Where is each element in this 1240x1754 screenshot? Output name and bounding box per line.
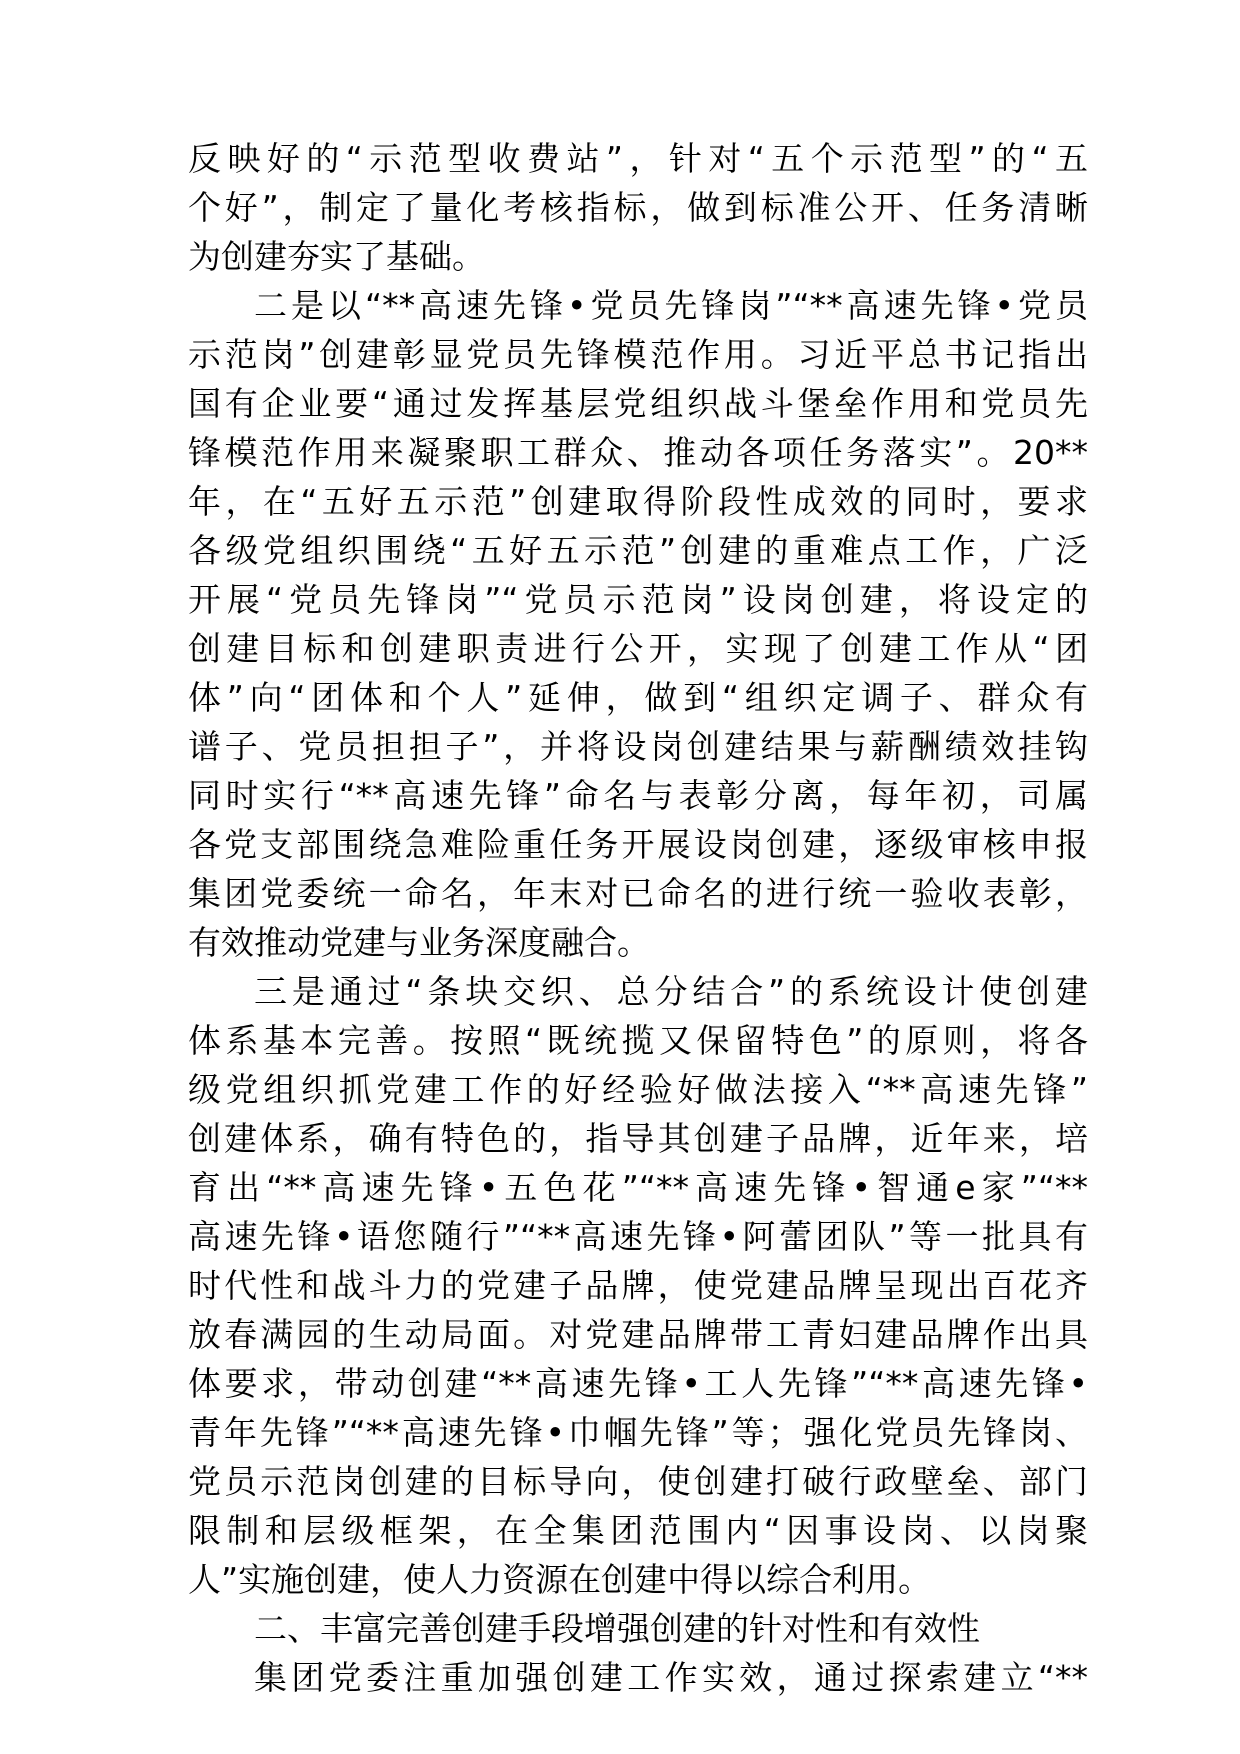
text-line: 党员示范岗创建的目标导向，使创建打破行政壁垒、部门 (188, 1462, 1088, 1501)
text-line: 时代性和战斗力的党建子品牌，使党建品牌呈现出百花齐 (188, 1266, 1088, 1305)
text-line: 级党组织抓党建工作的好经验好做法接入“**高速先锋” (188, 1070, 1088, 1109)
text-line: 个好”，制定了量化考核指标，做到标准公开、任务清晰 (188, 188, 1088, 227)
text-line: 集团党委统一命名，年末对已命名的进行统一验收表彰， (188, 874, 1088, 913)
text-line: 各级党组织围绕“五好五示范”创建的重难点工作，广泛 (188, 531, 1088, 570)
text-line: 年，在“五好五示范”创建取得阶段性成效的同时，要求 (188, 482, 1088, 521)
text-line: 青年先锋”“**高速先锋•巾帼先锋”等；强化党员先锋岗、 (188, 1413, 1088, 1452)
text-line: 体系基本完善。按照“既统揽又保留特色”的原则，将各 (188, 1021, 1088, 1060)
text-line: 创建体系，确有特色的，指导其创建子品牌，近年来，培 (188, 1119, 1088, 1158)
text-line: 各党支部围绕急难险重任务开展设岗创建，逐级审核申报 (188, 825, 1088, 864)
text-line: 限制和层级框架，在全集团范围内“因事设岗、以岗聚 (188, 1511, 1088, 1550)
text-line: 有效推动党建与业务深度融合。 (188, 923, 650, 962)
text-line: 示范岗”创建彰显党员先锋模范作用。习近平总书记指出 (188, 335, 1088, 374)
text-line: 国有企业要“通过发挥基层党组织战斗堡垒作用和党员先 (188, 384, 1088, 423)
text-line: 为创建夯实了基础。 (188, 237, 485, 276)
text-line: 集团党委注重加强创建工作实效，通过探索建立“** (254, 1658, 1088, 1697)
text-line: 创建目标和创建职责进行公开，实现了创建工作从“团 (188, 629, 1088, 668)
text-line: 体要求，带动创建“**高速先锋•工人先锋”“**高速先锋• (188, 1364, 1088, 1403)
section-heading: 二、丰富完善创建手段增强创建的针对性和有效性 (254, 1609, 980, 1648)
text-line: 锋模范作用来凝聚职工群众、推动各项任务落实”。20** (188, 433, 1088, 472)
text-line: 体”向“团体和个人”延伸，做到“组织定调子、群众有 (188, 678, 1088, 717)
text-line: 同时实行“**高速先锋”命名与表彰分离，每年初，司属 (188, 776, 1088, 815)
text-line: 育出“**高速先锋•五色花”“**高速先锋•智通e家”“** (188, 1168, 1088, 1207)
text-line: 放春满园的生动局面。对党建品牌带工青妇建品牌作出具 (188, 1315, 1088, 1354)
text-line: 谱子、党员担担子”，并将设岗创建结果与薪酬绩效挂钩 (188, 727, 1088, 766)
text-line: 人”实施创建，使人力资源在创建中得以综合利用。 (188, 1560, 932, 1599)
text-line: 开展“党员先锋岗”“党员示范岗”设岗创建，将设定的 (188, 580, 1088, 619)
text-line: 二是以“**高速先锋•党员先锋岗”“**高速先锋•党员 (254, 286, 1088, 325)
text-line: 高速先锋•语您随行”“**高速先锋•阿蕾团队”等一批具有 (188, 1217, 1088, 1256)
text-line: 三是通过“条块交织、总分结合”的系统设计使创建 (254, 972, 1088, 1011)
text-line: 反映好的“示范型收费站”，针对“五个示范型”的“五 (188, 139, 1088, 178)
